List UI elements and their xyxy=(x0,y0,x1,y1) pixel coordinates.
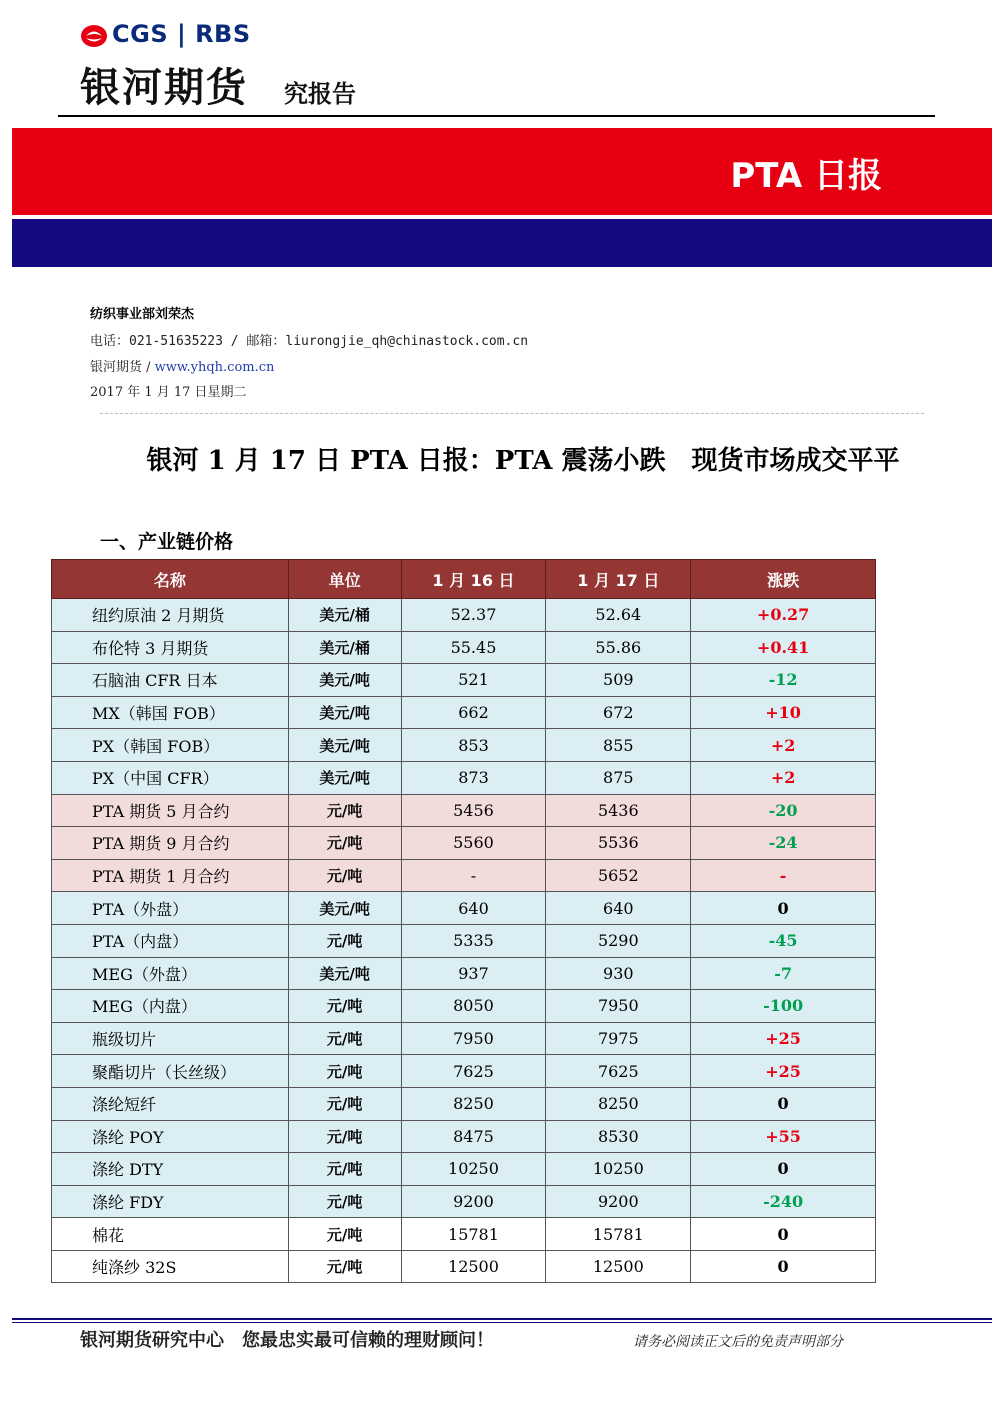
row-name: PTA（内盘） xyxy=(52,924,289,957)
report-type: 究报告 xyxy=(284,80,356,108)
row-jan17: 55.86 xyxy=(546,631,691,664)
table-row xyxy=(52,1153,876,1186)
header-jan17: 1 月 17 日 xyxy=(546,560,691,599)
row-jan17: 9200 xyxy=(546,1185,691,1218)
brand-english: CGS | RBS xyxy=(112,20,251,48)
row-change: +25 xyxy=(691,1022,876,1055)
row-name: PTA 期货 9 月合约 xyxy=(52,827,289,860)
row-name: MEG（外盘） xyxy=(52,957,289,990)
row-jan17: 7975 xyxy=(546,1022,691,1055)
document-title: 银河 1 月 17 日 PTA 日报：PTA 震荡小跌 现货市场成交平平 xyxy=(146,446,900,476)
row-jan16: 9200 xyxy=(401,1185,546,1218)
table-row xyxy=(52,1218,876,1251)
row-unit: 元/吨 xyxy=(288,827,401,860)
dashed-divider xyxy=(100,413,924,414)
row-unit: 元/吨 xyxy=(288,1218,401,1251)
header-change: 涨跌 xyxy=(691,560,876,599)
row-change: 0 xyxy=(691,1250,876,1283)
row-unit: 元/吨 xyxy=(288,1185,401,1218)
row-change: -20 xyxy=(691,794,876,827)
row-unit: 美元/吨 xyxy=(288,664,401,697)
row-change: +55 xyxy=(691,1120,876,1153)
row-name: 棉花 xyxy=(52,1218,289,1251)
row-jan17: 15781 xyxy=(546,1218,691,1251)
row-unit: 元/吨 xyxy=(288,990,401,1023)
row-jan16: 5560 xyxy=(401,827,546,860)
row-jan16: 7625 xyxy=(401,1055,546,1088)
price-table xyxy=(51,559,876,1283)
table-row xyxy=(52,1120,876,1153)
table-row xyxy=(52,1087,876,1120)
company-site xyxy=(90,356,274,375)
row-change: +0.27 xyxy=(691,599,876,632)
table-row xyxy=(52,892,876,925)
row-change: 0 xyxy=(691,1218,876,1251)
row-change: -240 xyxy=(691,1185,876,1218)
row-unit: 元/吨 xyxy=(288,1055,401,1088)
row-jan16: 853 xyxy=(401,729,546,762)
footer-slogan: 银河期货研究中心 您最忠实最可信赖的理财顾问！ xyxy=(80,1330,494,1351)
row-name: 聚酯切片（长丝级） xyxy=(52,1055,289,1088)
row-unit: 美元/桶 xyxy=(288,599,401,632)
row-jan17: 10250 xyxy=(546,1153,691,1186)
row-name: 布伦特 3 月期货 xyxy=(52,631,289,664)
row-jan17: 12500 xyxy=(546,1250,691,1283)
row-name: MX（韩国 FOB） xyxy=(52,696,289,729)
row-change: +10 xyxy=(691,696,876,729)
table-row xyxy=(52,1185,876,1218)
table-row xyxy=(52,957,876,990)
row-jan17: 930 xyxy=(546,957,691,990)
row-jan17: 5436 xyxy=(546,794,691,827)
table-row xyxy=(52,664,876,697)
row-unit: 元/吨 xyxy=(288,1250,401,1283)
row-name: 纽约原油 2 月期货 xyxy=(52,599,289,632)
row-jan17: 52.64 xyxy=(546,599,691,632)
row-unit: 美元/吨 xyxy=(288,892,401,925)
report-date: 2017 年 1 月 17 日星期二 xyxy=(90,385,247,400)
row-unit: 美元/吨 xyxy=(288,729,401,762)
row-unit: 元/吨 xyxy=(288,1153,401,1186)
row-unit: 美元/吨 xyxy=(288,696,401,729)
table-row xyxy=(52,696,876,729)
row-change: 0 xyxy=(691,1087,876,1120)
header-rule xyxy=(58,115,935,117)
row-jan17: 5536 xyxy=(546,827,691,860)
banner-title: PTA 日报 xyxy=(730,156,882,196)
table-row xyxy=(52,1022,876,1055)
row-jan17: 5652 xyxy=(546,859,691,892)
row-jan17: 855 xyxy=(546,729,691,762)
row-jan17: 875 xyxy=(546,761,691,794)
row-jan17: 8250 xyxy=(546,1087,691,1120)
row-name: 涤纶 DTY xyxy=(52,1153,289,1186)
row-jan16: 10250 xyxy=(401,1153,546,1186)
row-unit: 美元/桶 xyxy=(288,631,401,664)
row-name: 石脑油 CFR 日本 xyxy=(52,664,289,697)
row-jan16: - xyxy=(401,859,546,892)
site-link[interactable]: www.yhqh.com.cn xyxy=(154,360,275,375)
banner-blue-band xyxy=(12,219,992,267)
footer-rule-thin xyxy=(12,1322,992,1323)
header-jan16: 1 月 16 日 xyxy=(401,560,546,599)
section-heading: 一、产业链价格 xyxy=(100,531,234,553)
row-jan16: 12500 xyxy=(401,1250,546,1283)
row-jan17: 5290 xyxy=(546,924,691,957)
row-change: -24 xyxy=(691,827,876,860)
table-row xyxy=(52,729,876,762)
header-unit: 单位 xyxy=(288,560,401,599)
table-row xyxy=(52,631,876,664)
row-jan16: 521 xyxy=(401,664,546,697)
row-change: +0.41 xyxy=(691,631,876,664)
row-jan16: 8475 xyxy=(401,1120,546,1153)
author-name: 纺织事业部刘荣杰 xyxy=(90,307,195,322)
row-name: 瓶级切片 xyxy=(52,1022,289,1055)
table-row xyxy=(52,990,876,1023)
row-jan16: 662 xyxy=(401,696,546,729)
table-row xyxy=(52,859,876,892)
footer-disclaimer: 请务必阅读正文后的免责声明部分 xyxy=(633,1334,843,1350)
row-change: 0 xyxy=(691,892,876,925)
row-name: PX（中国 CFR） xyxy=(52,761,289,794)
row-unit: 元/吨 xyxy=(288,1022,401,1055)
row-name: PTA 期货 5 月合约 xyxy=(52,794,289,827)
row-change: -100 xyxy=(691,990,876,1023)
row-jan17: 672 xyxy=(546,696,691,729)
row-jan16: 52.37 xyxy=(401,599,546,632)
row-change: - xyxy=(691,859,876,892)
row-jan16: 937 xyxy=(401,957,546,990)
row-jan16: 55.45 xyxy=(401,631,546,664)
row-name: PX（韩国 FOB） xyxy=(52,729,289,762)
row-jan16: 5335 xyxy=(401,924,546,957)
row-jan16: 8250 xyxy=(401,1087,546,1120)
row-jan16: 873 xyxy=(401,761,546,794)
cgs-logo-icon xyxy=(80,24,108,48)
row-name: 涤纶 FDY xyxy=(52,1185,289,1218)
table-row xyxy=(52,924,876,957)
row-jan17: 7950 xyxy=(546,990,691,1023)
row-change: +25 xyxy=(691,1055,876,1088)
row-jan17: 509 xyxy=(546,664,691,697)
row-change: -7 xyxy=(691,957,876,990)
row-unit: 元/吨 xyxy=(288,794,401,827)
row-jan16: 640 xyxy=(401,892,546,925)
table-row xyxy=(52,1250,876,1283)
row-name: PTA（外盘） xyxy=(52,892,289,925)
row-name: 纯涤纱 32S xyxy=(52,1250,289,1283)
row-jan16: 15781 xyxy=(401,1218,546,1251)
row-jan17: 7625 xyxy=(546,1055,691,1088)
table-row xyxy=(52,599,876,632)
row-unit: 元/吨 xyxy=(288,1120,401,1153)
table-row xyxy=(52,827,876,860)
table-row xyxy=(52,1055,876,1088)
row-jan17: 8530 xyxy=(546,1120,691,1153)
row-unit: 美元/吨 xyxy=(288,957,401,990)
row-name: 涤纶 POY xyxy=(52,1120,289,1153)
row-name: 涤纶短纤 xyxy=(52,1087,289,1120)
table-row xyxy=(52,761,876,794)
row-name: MEG（内盘） xyxy=(52,990,289,1023)
table-header-row xyxy=(52,560,876,599)
row-jan16: 8050 xyxy=(401,990,546,1023)
row-jan16: 5456 xyxy=(401,794,546,827)
footer-rule xyxy=(12,1318,992,1320)
header-name: 名称 xyxy=(52,560,289,599)
table-row xyxy=(52,794,876,827)
brand-chinese: 银河期货 xyxy=(80,65,248,111)
row-jan17: 640 xyxy=(546,892,691,925)
row-change: +2 xyxy=(691,761,876,794)
row-unit: 元/吨 xyxy=(288,1087,401,1120)
row-change: +2 xyxy=(691,729,876,762)
site-prefix: 银河期货 / xyxy=(90,360,155,375)
row-name: PTA 期货 1 月合约 xyxy=(52,859,289,892)
row-unit: 美元/吨 xyxy=(288,761,401,794)
row-change: -12 xyxy=(691,664,876,697)
row-unit: 元/吨 xyxy=(288,924,401,957)
row-change: 0 xyxy=(691,1153,876,1186)
row-unit: 元/吨 xyxy=(288,859,401,892)
row-change: -45 xyxy=(691,924,876,957)
row-jan16: 7950 xyxy=(401,1022,546,1055)
author-contact: 电话：021-51635223 / 邮箱：liurongjie_qh@chinastock.com.cn xyxy=(90,334,529,349)
